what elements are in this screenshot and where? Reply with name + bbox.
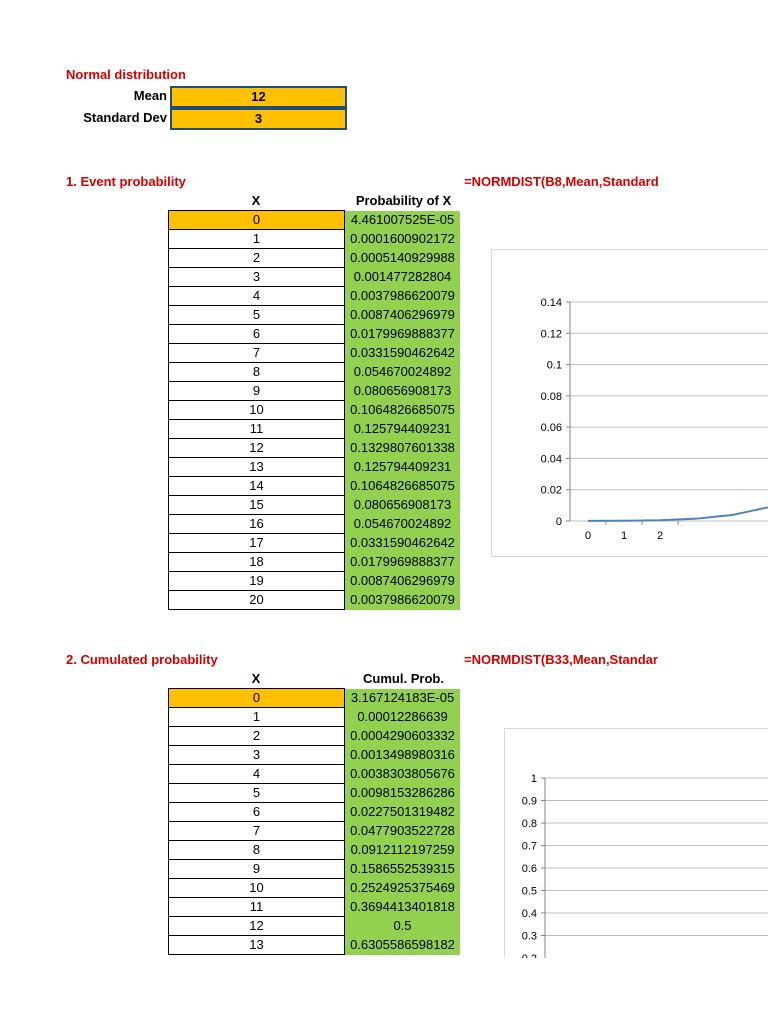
table-row [169, 591, 461, 610]
table-row [169, 249, 461, 268]
y-tick-label: 0.08 [540, 390, 562, 403]
probability-cell[interactable]: 4.461007525E-05 [345, 211, 461, 230]
table-row [169, 211, 461, 230]
x-cell[interactable]: 12 [169, 917, 345, 936]
x-cell[interactable]: 4 [169, 287, 345, 306]
table-row [169, 534, 461, 553]
section1-col-x: X [251, 193, 261, 208]
section1-col-p: Probability of X [355, 193, 452, 208]
cumulative-probability-cell[interactable]: 3.167124183E-05 [345, 689, 461, 708]
table-row [169, 708, 461, 727]
x-cell[interactable]: 9 [169, 382, 345, 401]
cumulative-probability-cell[interactable]: 0.0912112197259 [345, 841, 461, 860]
table-row [169, 325, 461, 344]
x-cell[interactable]: 8 [169, 841, 345, 860]
table-row [169, 458, 461, 477]
cumulative-probability-cell[interactable]: 0.00012286639 [345, 708, 461, 727]
probability-cell[interactable]: 0.0037986620079 [345, 287, 461, 306]
x-cell[interactable]: 3 [169, 746, 345, 765]
table-row [169, 936, 461, 955]
x-cell[interactable]: 7 [169, 822, 345, 841]
x-cell[interactable]: 5 [169, 306, 345, 325]
section2-formula: =NORMDIST(B33,Mean,Standar [464, 652, 658, 667]
x-cell[interactable]: 1 [169, 708, 345, 727]
table-row [169, 803, 461, 822]
series-line [588, 507, 768, 521]
x-cell[interactable]: 10 [169, 401, 345, 420]
x-cell[interactable]: 13 [169, 936, 345, 955]
probability-cell[interactable]: 0.1329807601338 [345, 439, 461, 458]
table-row [169, 420, 461, 439]
x-cell[interactable]: 19 [169, 572, 345, 591]
x-cell[interactable]: 6 [169, 803, 345, 822]
section1-formula: =NORMDIST(B8,Mean,Standard [464, 174, 659, 189]
cumulated-probability-chart-svg [505, 729, 768, 969]
table-row [169, 363, 461, 382]
table-row [169, 477, 461, 496]
table-row [169, 784, 461, 803]
probability-cell[interactable]: 0.001477282804 [345, 268, 461, 287]
table-row [169, 860, 461, 879]
table-row [169, 344, 461, 363]
cumulative-probability-cell[interactable]: 0.0098153286286 [345, 784, 461, 803]
x-cell[interactable]: 20 [169, 591, 345, 610]
probability-cell[interactable]: 0.1064826685075 [345, 401, 461, 420]
cumulative-probability-cell[interactable]: 0.0477903522728 [345, 822, 461, 841]
table-row [169, 382, 461, 401]
x-cell[interactable]: 13 [169, 458, 345, 477]
probability-cell[interactable]: 0.0001600902172 [345, 230, 461, 249]
x-cell[interactable]: 12 [169, 439, 345, 458]
y-tick-label: 0.14 [540, 297, 562, 309]
y-tick-label: 0.12 [540, 328, 562, 341]
y-tick-label: 0.7 [521, 840, 537, 853]
probability-cell[interactable]: 0.0179969888377 [345, 553, 461, 572]
x-cell[interactable]: 11 [169, 420, 345, 439]
table-row [169, 401, 461, 420]
y-tick-label: 0.3 [521, 930, 537, 943]
cumulative-probability-cell[interactable]: 0.6305586598182 [345, 936, 461, 955]
table-row [169, 515, 461, 534]
probability-cell[interactable]: 0.0331590462642 [345, 534, 461, 553]
y-tick-label: 0.02 [540, 484, 562, 497]
probability-cell[interactable]: 0.0331590462642 [345, 344, 461, 363]
cumulative-probability-cell[interactable]: 0.5 [345, 917, 461, 936]
section2-col-p: Cumul. Prob. [363, 671, 444, 686]
x-cell[interactable]: 17 [169, 534, 345, 553]
cumulated-probability-chart[interactable] [504, 728, 768, 969]
table-row [169, 898, 461, 917]
table-row [169, 746, 461, 765]
cumulative-probability-cell[interactable]: 0.0004290603332 [345, 727, 461, 746]
cumulative-probability-cell[interactable]: 0.3694413401818 [345, 898, 461, 917]
probability-cell[interactable]: 0.0005140929988 [345, 249, 461, 268]
y-tick-label: 0.06 [540, 422, 562, 435]
section2-title: 2. Cumulated probability [66, 652, 218, 667]
x-tick-label: 0 [584, 530, 592, 542]
x-cell[interactable]: 14 [169, 477, 345, 496]
table-row [169, 439, 461, 458]
x-cell[interactable]: 11 [169, 898, 345, 917]
x-cell[interactable]: 5 [169, 784, 345, 803]
y-tick-label: 0.6 [521, 863, 537, 875]
section2-col-x: X [251, 671, 261, 686]
table-row [169, 822, 461, 841]
x-cell[interactable]: 18 [169, 553, 345, 572]
x-cell[interactable]: 16 [169, 515, 345, 534]
x-cell[interactable]: 4 [169, 765, 345, 784]
probability-cell[interactable]: 0.080656908173 [345, 382, 461, 401]
x-cell[interactable]: 3 [169, 268, 345, 287]
mean-cell[interactable]: 12 [170, 86, 347, 108]
y-tick-label: 0.5 [521, 885, 537, 898]
cumulative-probability-cell[interactable]: 0.2524925375469 [345, 879, 461, 898]
cumulative-probability-cell[interactable]: 0.0013498980316 [345, 746, 461, 765]
table-row [169, 230, 461, 249]
table-row [169, 879, 461, 898]
probability-cell[interactable]: 0.0087406296979 [345, 572, 461, 591]
x-cell[interactable]: 0 [169, 689, 345, 708]
x-cell[interactable]: 6 [169, 325, 345, 344]
x-cell[interactable]: 0 [169, 211, 345, 230]
event-probability-chart[interactable] [491, 249, 768, 557]
section1-title: 1. Event probability [66, 174, 186, 189]
probability-cell[interactable]: 0.1064826685075 [345, 477, 461, 496]
probability-cell[interactable]: 0.054670024892 [345, 363, 461, 382]
probability-cell[interactable]: 0.0179969888377 [345, 325, 461, 344]
x-cell[interactable]: 15 [169, 496, 345, 515]
probability-cell[interactable]: 0.0037986620079 [345, 591, 461, 610]
x-cell[interactable]: 2 [169, 727, 345, 746]
probability-cell[interactable]: 0.125794409231 [345, 420, 461, 439]
x-cell[interactable]: 1 [169, 230, 345, 249]
table-row [169, 765, 461, 784]
x-tick-label: 1 [620, 530, 628, 542]
x-cell[interactable]: 7 [169, 344, 345, 363]
table-row [169, 727, 461, 746]
probability-cell[interactable]: 0.0087406296979 [345, 306, 461, 325]
cumulative-probability-cell[interactable]: 0.1586552539315 [345, 860, 461, 879]
cumulative-probability-cell[interactable]: 0.0038303805676 [345, 765, 461, 784]
x-cell[interactable]: 10 [169, 879, 345, 898]
table-row [169, 572, 461, 591]
event-probability-table [168, 210, 460, 610]
table-row [169, 553, 461, 572]
x-cell[interactable]: 9 [169, 860, 345, 879]
table-row [169, 287, 461, 306]
probability-cell[interactable]: 0.125794409231 [345, 458, 461, 477]
x-cell[interactable]: 8 [169, 363, 345, 382]
table-row [169, 496, 461, 515]
sd-label: Standard Dev [83, 110, 167, 125]
probability-cell[interactable]: 0.054670024892 [345, 515, 461, 534]
mean-label: Mean [133, 88, 167, 103]
y-tick-label: 1 [530, 773, 537, 785]
x-tick-label: 2 [656, 530, 664, 542]
y-tick-label: 0.04 [540, 453, 562, 466]
y-tick-label: 0.1 [546, 359, 562, 372]
cumulated-probability-table [168, 688, 460, 955]
y-tick-label: 0 [555, 516, 562, 528]
y-tick-label: 0.9 [521, 795, 537, 808]
probability-cell[interactable]: 0.080656908173 [345, 496, 461, 515]
table-row [169, 306, 461, 325]
sheet-title: Normal distribution [66, 67, 186, 82]
table-row [169, 841, 461, 860]
event-probability-chart-svg [492, 250, 768, 556]
table-row [169, 268, 461, 287]
page-bottom-margin [0, 958, 768, 1024]
cumulative-probability-cell[interactable]: 0.0227501319482 [345, 803, 461, 822]
y-tick-label: 0.4 [521, 908, 537, 920]
sd-cell[interactable]: 3 [170, 108, 347, 130]
table-row [169, 689, 461, 708]
y-tick-label: 0.8 [521, 818, 537, 830]
table-row [169, 917, 461, 936]
x-cell[interactable]: 2 [169, 249, 345, 268]
